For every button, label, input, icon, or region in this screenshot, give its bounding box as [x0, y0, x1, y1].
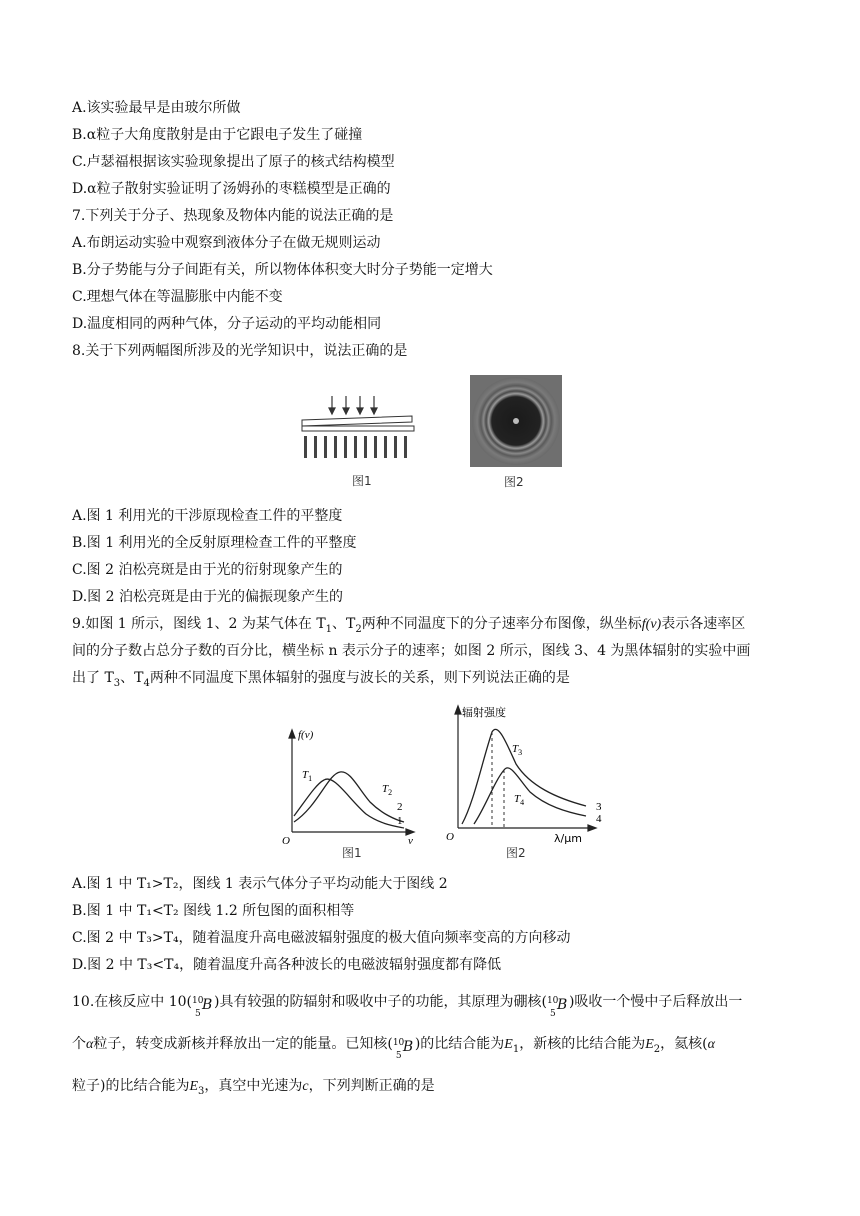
curve-3: [462, 729, 586, 824]
x-axis-label: λ/μm: [554, 832, 582, 845]
t3-label: $T_3$: [512, 743, 523, 757]
q7-option-b: B.分子势能与分子间距有关，所以物体体积变大时分子势能一定增大: [72, 262, 493, 278]
q7-option-c: C.理想气体在等温膨胀中内能不变: [72, 289, 283, 305]
boron-nucleus: 10 5 B: [192, 996, 213, 1019]
interference-fringes: [304, 436, 407, 458]
q9-stem-line-3: 出了 $T_3$、$T_4$两种不同温度下黑体辐射的强度与波长的关系，则下列说法正确的是: [72, 670, 570, 689]
q9-figure-2-caption: 图2: [506, 846, 526, 860]
q8-figure-2: [470, 375, 562, 490]
lower-glass-plate: [302, 426, 414, 431]
q6-option-d: D.α粒子散射实验证明了汤姆孙的枣糕模型是正确的: [72, 181, 391, 197]
q9-stem-line-1: 9.如图 1 所示，图线 1、2 为某气体在 $T_1$、$T_2$两种不同温度下的分子速率分布图像，纵坐标f(v)表示各速率区: [72, 616, 746, 635]
q9-figure-1: [278, 726, 418, 864]
q9-stem-line-2: 间的分子数占总分子数的百分比，横坐标 n 表示分子的速率；如图 2 所示，图线 3、4 为黑体辐射的实验中画: [72, 643, 751, 659]
curve-4: [474, 768, 586, 824]
q8-figure-1-caption: 图1: [352, 474, 372, 488]
x-axis-label: v: [408, 835, 413, 847]
boron-nucleus: 10 5 B: [392, 1038, 414, 1061]
q8-stem: 8.关于下列两幅图所涉及的光学知识中，说法正确的是: [72, 343, 408, 359]
q10-line-3: 粒子)的比结合能为$E_3$，真空中光速为c，下列判断正确的是: [72, 1078, 435, 1097]
t2-label: $T_2$: [382, 783, 393, 797]
incident-light-arrows: [329, 396, 377, 414]
q9-option-c: C.图 2 中 T₃>T₄，随着温度升高电磁波辐射强度的极大值向频率变高的方向移动: [72, 930, 571, 946]
curve-4-label: 4: [596, 813, 602, 825]
q8-figure-1: [296, 378, 426, 488]
poisson-spot-image: [470, 375, 562, 467]
q10-line-2: 个α粒子，转变成新核并释放出一定的能量。已知核( 10 5 B )的比结合能为$E_1$，新核的比结合能为$E_2$，氦核(α: [72, 1036, 715, 1061]
y-axis-label: 辐射强度: [462, 706, 506, 719]
q7-option-d: D.温度相同的两种气体，分子运动的平均动能相同: [72, 316, 382, 332]
origin-label: O: [446, 831, 454, 843]
q10-line-1: 10.在核反应中 10( 10 5 B )具有较强的防辐射和吸收中子的功能，其原理为硼核( 10 5 B )吸收一个慢中子后释放出一: [72, 994, 743, 1019]
blackbody-radiation-graph: [446, 702, 616, 862]
curve-1-label: 1: [397, 815, 403, 827]
boron-nucleus: 10 5 B: [546, 996, 568, 1019]
q6-option-b: B.α粒子大角度散射是由于它跟电子发生了碰撞: [72, 127, 363, 143]
q8-figure-2-caption: 图2: [504, 475, 524, 489]
q8-option-c: C.图 2 泊松亮斑是由于光的衍射现象产生的: [72, 562, 343, 578]
curve-2-label: 2: [397, 801, 403, 813]
q9-option-b: B.图 1 中 T₁<T₂ 图线 1.2 所包图的面积相等: [72, 903, 355, 919]
q8-option-b: B.图 1 利用光的全反射原理检查工件的平整度: [72, 535, 357, 551]
q7-option-a: A.布朗运动实验中观察到液体分子在做无规则运动: [72, 235, 381, 251]
q9-figure-2: [446, 702, 616, 862]
q6-option-c: C.卢瑟福根据该实验现象提出了原子的核式结构模型: [72, 154, 395, 170]
q8-option-d: D.图 2 泊松亮斑是由于光的偏振现象产生的: [72, 589, 343, 605]
q9-option-d: D.图 2 中 T₃<T₄，随着温度升高各种波长的电磁波辐射强度都有降低: [72, 957, 502, 973]
curve-3-label: 3: [596, 801, 602, 813]
q8-option-a: A.图 1 利用光的干涉原现检查工件的平整度: [72, 508, 343, 524]
upper-glass-plate: [302, 416, 412, 426]
q9-option-a: A.图 1 中 T₁>T₂，图线 1 表示气体分子平均动能大于图线 2: [72, 876, 448, 892]
q6-option-a: A.该实验最早是由玻尔所做: [72, 100, 241, 116]
q7-stem: 7.下列关于分子、热现象及物体内能的说法正确的是: [72, 208, 394, 224]
q9-figure-1-caption: 图1: [342, 846, 362, 860]
t1-label: $T_1$: [302, 769, 313, 783]
y-axis-label: f(v): [298, 729, 314, 741]
t4-label: $T_4$: [514, 793, 525, 807]
origin-label: O: [282, 835, 290, 847]
